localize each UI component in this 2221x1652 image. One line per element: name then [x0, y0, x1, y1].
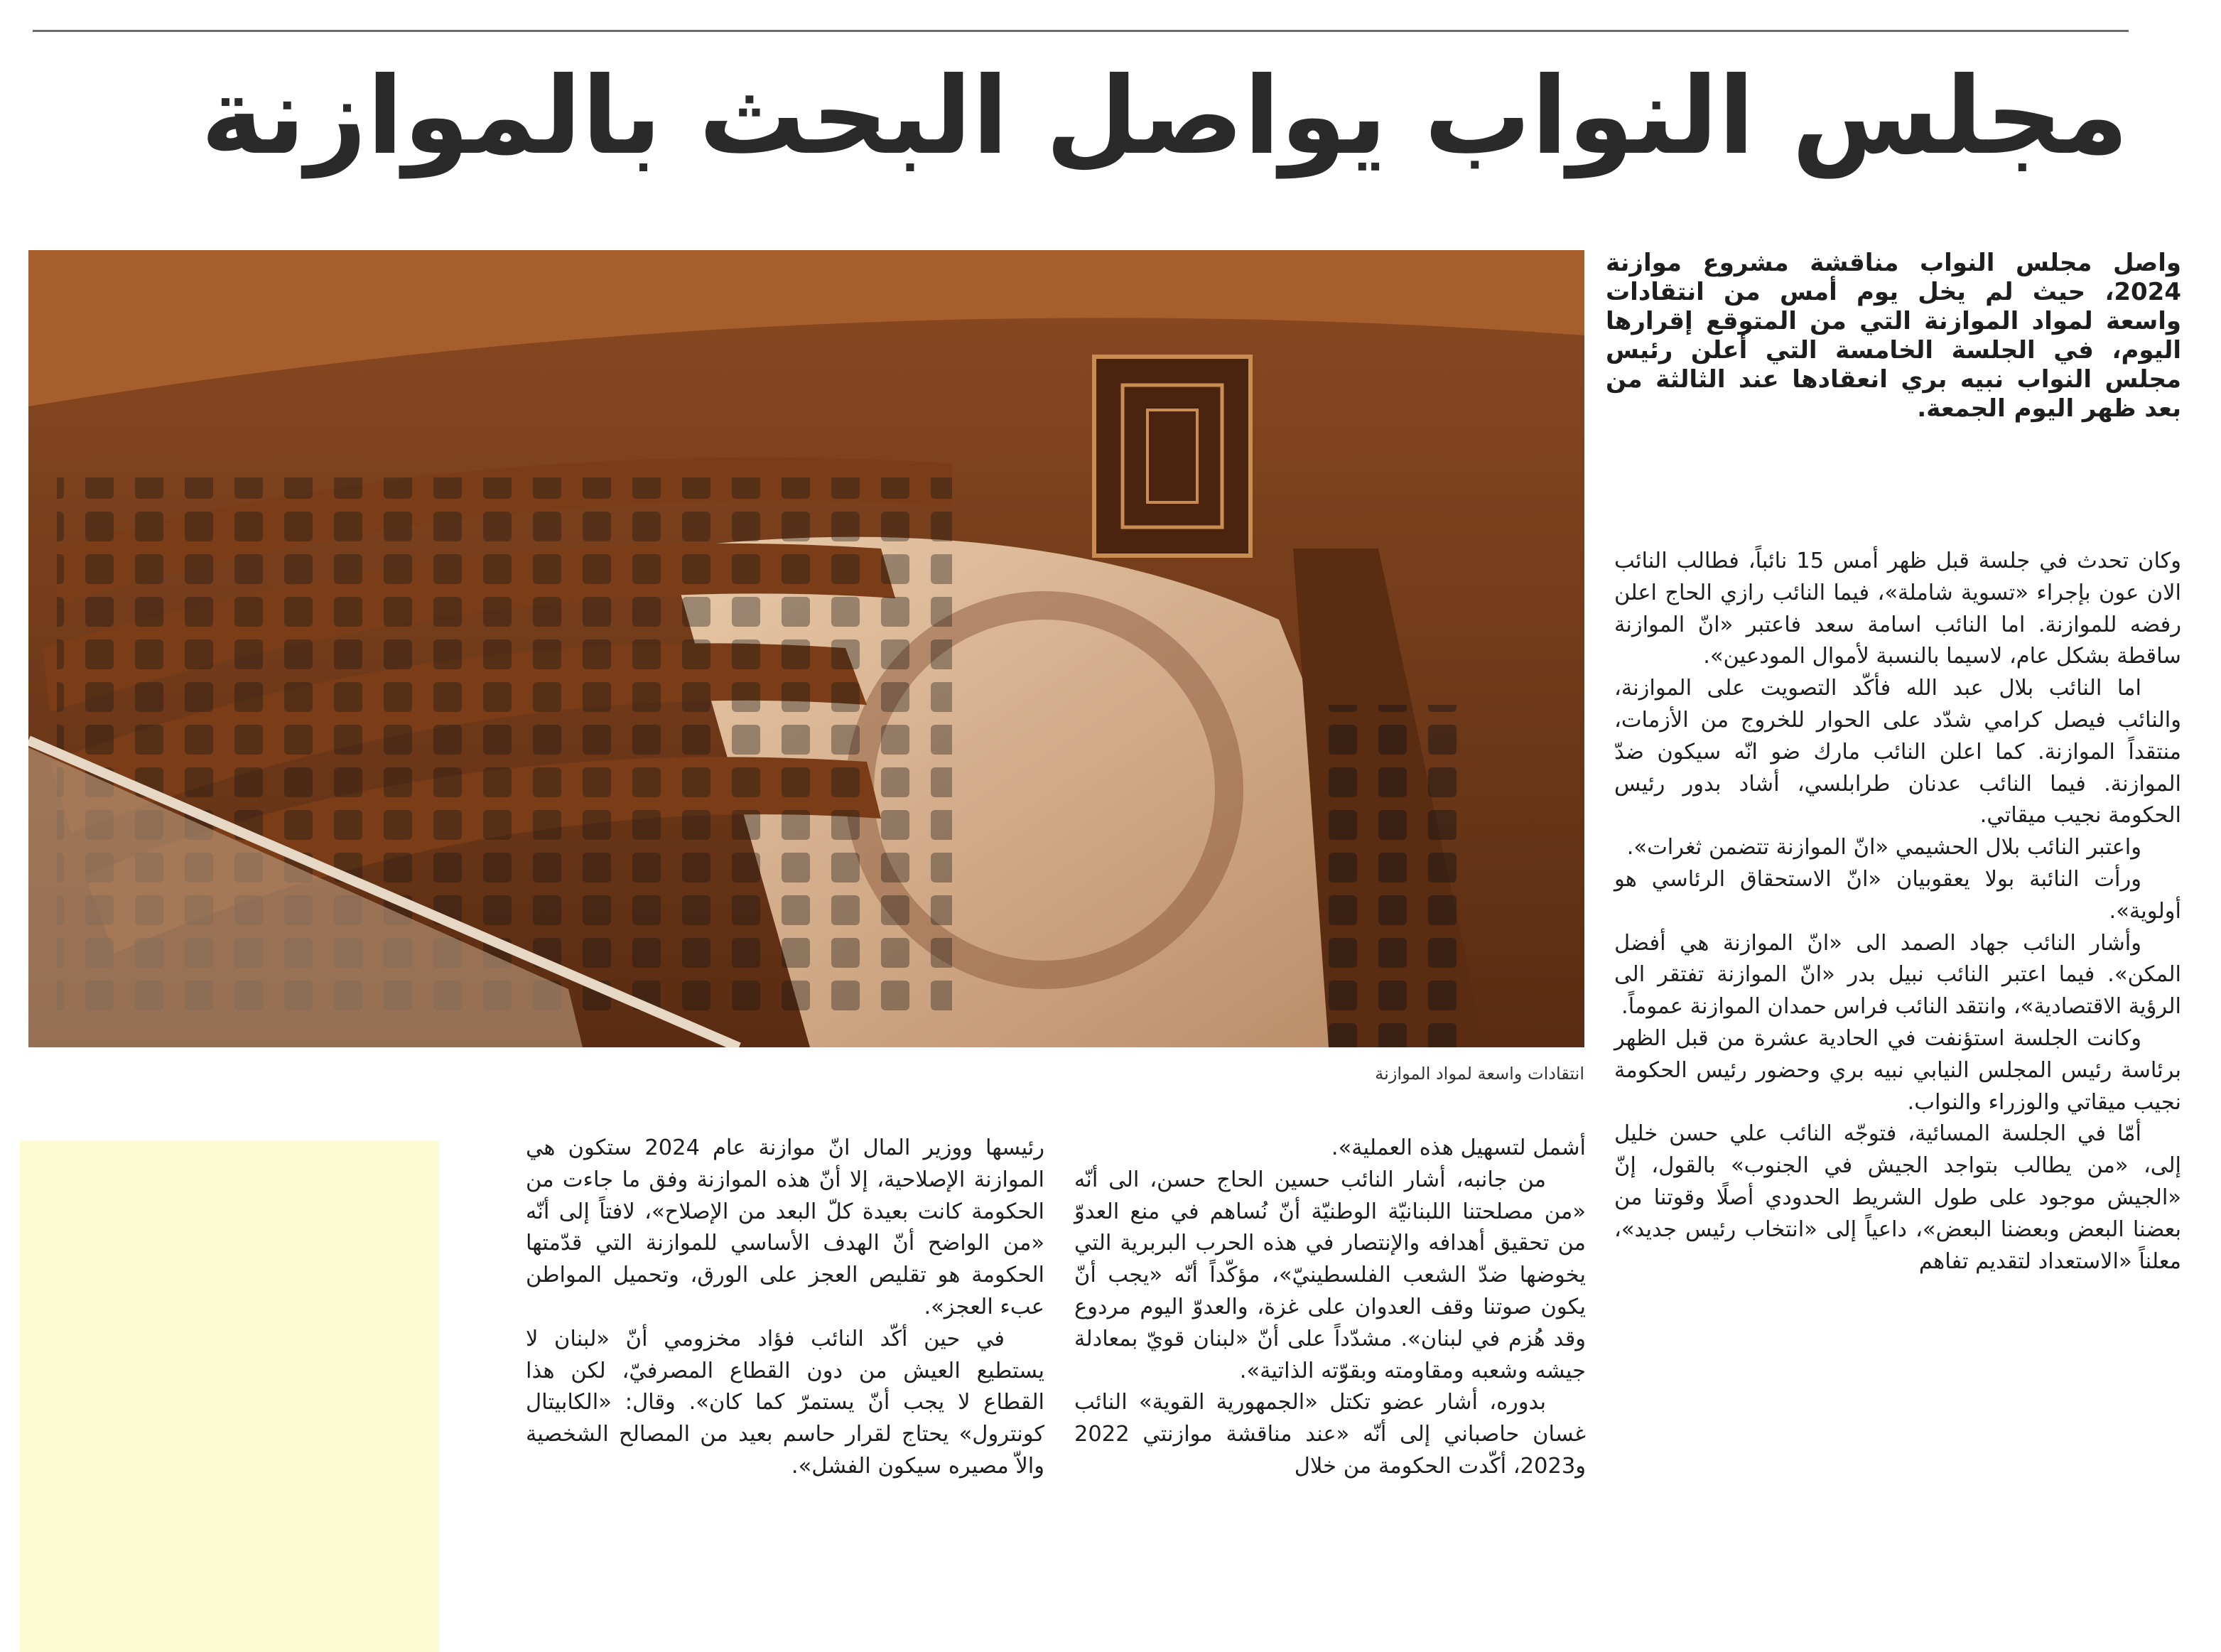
lead-paragraph: واصل مجلس النواب مناقشة مشروع موازنة 2024، حيث لم يخل يوم أمس من انتقادات واسعة لمواد الموازنة التي من المتوقع إقرارها اليوم، في الجلسة الخامسة التي أعلن رئيس مجلس النواب نبيه بري انعقادها عند الثالثة من بعد ظهر اليوم الجمعة.: [1606, 249, 2181, 423]
paragraph: بدوره، أشار عضو تكتل «الجمهورية القوية» النائب غسان حاصباني إلى أنّه «عند مناقشة موازنتي 2022 و2023، أكّدت الحكومة من خلال: [1074, 1390, 1586, 1479]
article-column-left: [526, 1133, 1044, 1483]
paragraph: من جانبه، أشار النائب حسين الحاج حسن، الى أنّه «من مصلحتنا اللبنانيّة الوطنيّة أنّ نُساهم في منع العدوّ من تحقيق أهدافه والإنتصار في هذه الحرب البربرية التي يخوضها ضدّ الشعب الفلسطينيّ»، مؤكّداً أنّه «يجب أنّ يكون صوتنا وقف العدوان على غزة، والعدوّ اليوم مردوع وقد هُزم في لبنان». مشدّداً على أنّ «لبنان قويّ بمعادلة جيشه وشعبه ومقاومته وبقوّته الذاتية».: [1074, 1167, 1586, 1383]
photo-caption: انتقادات واسعة لمواد الموازنة: [1375, 1064, 1584, 1084]
advertisement-placeholder: [20, 1141, 439, 1652]
paragraph: واعتبر النائب بلال الحشيمي «انّ الموازنة تتضمن ثغرات».: [1626, 835, 2141, 860]
paragraph: رئيسها ووزير المال انّ موازنة عام 2024 ستكون هي الموازنة الإصلاحية، إلا أنّ هذه الموازنة وفق ما جاءت من الحكومة كانت بعيدة كلّ البعد من الإصلاح»، لافتاً إلى أنّه «من الواضح أنّ الهدف الأساسي للموازنة التي قدّمتها الحكومة هو تقليص العجز على الورق، وتحميل المواطن عبء العجز».: [526, 1135, 1044, 1319]
paragraph: ورأت النائبة بولا يعقوبيان «انّ الاستحقاق الرئاسي هو أولوية».: [1614, 866, 2181, 924]
paragraph: أمّا في الجلسة المسائية، فتوجّه النائب علي حسن خليل إلى، «من يطالب بتواجد الجيش في الجنوب» بالقول، إنّ «الجيش موجود على طول الشريط الحدودي أصلًا وقوتنا من بعضنا البعض وبعضنا البعض»، داعياً إلى «انتخاب رئيس جديد»، معلناً «الاستعداد لتقديم تفاهم: [1614, 1121, 2181, 1274]
paragraph: وكانت الجلسة استؤنفت في الحادية عشرة من قبل الظهر برئاسة رئيس المجلس النيابي نبيه بري وحضور رئيس الحكومة نجيب ميقاتي والوزراء والنواب.: [1614, 1025, 2181, 1115]
paragraph: أشمل لتسهيل هذه العملية».: [1331, 1135, 1586, 1160]
parliament-photo: [28, 250, 1584, 1047]
article-column-right: [1614, 546, 2181, 1278]
headline: مجلس النواب يواصل البحث بالموازنة: [200, 55, 2129, 178]
paragraph: وأشار النائب جهاد الصمد الى «انّ الموازنة هي أفضل المكن». فيما اعتبر النائب نبيل بدر «انّ الموازنة تفتقر الى الرؤية الاقتصادية»، وانتقد النائب فراس حمدان الموازنة عموماً.: [1614, 930, 2181, 1020]
paragraph: وكان تحدث في جلسة قبل ظهر أمس 15 نائباً، فطالب النائب الان عون بإجراء «تسوية شاملة»، فيما النائب رازي الحاج اعلن رفضه للموازنة. اما النائب اسامة سعد فاعتبر «انّ الموازنة ساقطة بشكل عام، لاسيما بالنسبة لأموال المودعين».: [1614, 549, 2181, 669]
article-column-middle: [1074, 1133, 1586, 1483]
top-rule: [33, 30, 2129, 32]
paragraph: اما النائب بلال عبد الله فأكّد التصويت على الموازنة، والنائب فيصل كرامي شدّد على الحوار للخروج من الأزمات، منتقداً الموازنة. كما اعلن النائب مارك ضو انّه سيكون ضدّ الموازنة. فيما النائب عدنان طرابلسي، أشاد بدور رئيس الحكومة نجيب ميقاتي.: [1614, 676, 2181, 828]
paragraph: في حين أكّد النائب فؤاد مخزومي أنّ «لبنان لا يستطيع العيش من دون القطاع المصرفيّ، لكن هذا القطاع لا يجب أنّ يستمرّ كما كان». وقال: «الكابيتال كونترول» يحتاج لقرار حاسم بعيد من المصالح الشخصية والاّ مصيره سيكون الفشل».: [526, 1326, 1044, 1479]
